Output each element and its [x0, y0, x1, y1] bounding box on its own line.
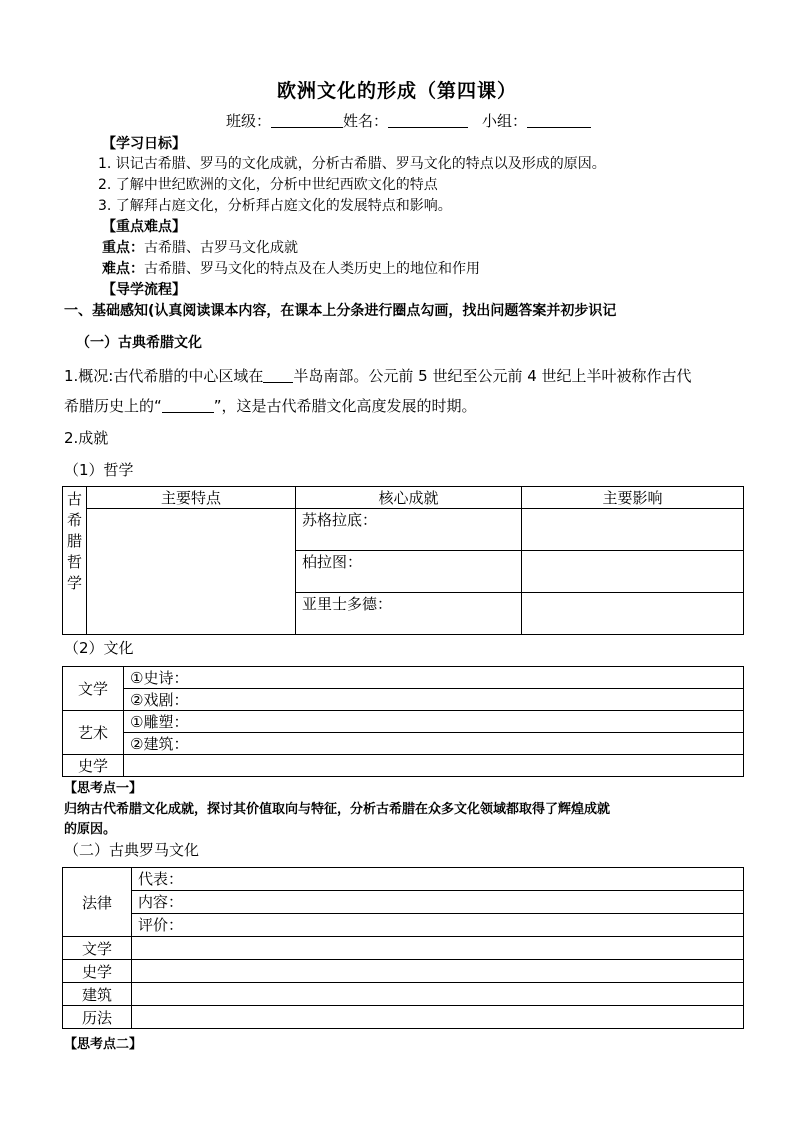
socrates-influence-cell[interactable]	[522, 509, 744, 551]
think-point-1-line-2: 的原因。	[64, 822, 117, 837]
rome-architecture-cell[interactable]	[132, 983, 744, 1006]
culture-table	[62, 666, 744, 777]
rome-literature-cell[interactable]	[132, 937, 744, 960]
rome-calendar-cell[interactable]	[132, 1006, 744, 1029]
group-label: 小组：	[482, 112, 528, 130]
art-label: 艺术	[63, 711, 124, 755]
rome-literature-label: 文学	[63, 937, 132, 960]
think-point-2-heading: 【思考点二】	[64, 1037, 143, 1052]
law-content-cell[interactable]: 内容：	[132, 891, 744, 914]
key-point: 重点：古希腊、古罗马文化成就	[102, 240, 298, 256]
law-label: 法律	[63, 868, 132, 937]
greece-heading: （一）古典希腊文化	[76, 335, 202, 351]
rome-heading: （二）古典罗马文化	[64, 841, 200, 859]
name-blank[interactable]	[388, 111, 468, 128]
aristotle-cell[interactable]: 亚里士多德：	[296, 593, 522, 635]
header-core-achievement: 核心成就	[296, 487, 522, 509]
goal-item-3: 3. 了解拜占庭文化，分析拜占庭文化的发展特点和影响。	[98, 198, 452, 214]
keypoints-heading: 【重点难点】	[102, 219, 186, 235]
law-evaluation-cell[interactable]: 评价：	[132, 914, 744, 937]
history-label: 史学	[63, 755, 124, 777]
literature-label: 文学	[63, 667, 124, 711]
overview-line-1: 1.概况:古代希腊的中心区域在 半岛南部。公元前 5 世纪至公元前 4 世纪上半叶被称作古代	[64, 367, 692, 385]
header-main-features: 主要特点	[87, 487, 296, 509]
rome-history-label: 史学	[63, 960, 132, 983]
class-label: 班级：	[226, 112, 272, 130]
goal-item-2: 2. 了解中世纪欧洲的文化，分析中世纪西欧文化的特点	[98, 177, 438, 193]
header-main-influence: 主要影响	[522, 487, 744, 509]
achievements-label: 2.成就	[64, 429, 109, 447]
goal-item-1: 1. 识记古希腊、罗马的文化成就，分析古希腊、罗马文化的特点以及形成的原因。	[98, 156, 606, 172]
peninsula-blank[interactable]	[263, 382, 293, 383]
name-label: 姓名：	[343, 112, 389, 130]
class-blank[interactable]	[271, 111, 343, 128]
culture-label: （2）文化	[64, 639, 134, 657]
rome-calendar-label: 历法	[63, 1006, 132, 1029]
rome-table	[62, 867, 744, 1029]
philosophy-label: （1）哲学	[64, 461, 134, 479]
main-features-cell[interactable]	[87, 509, 296, 635]
law-representative-cell[interactable]: 代表：	[132, 868, 744, 891]
student-info-line	[226, 110, 591, 131]
overview-line-2: 希腊历史上的“ ”，这是古代希腊文化高度发展的时期。	[64, 397, 477, 415]
group-blank[interactable]	[527, 111, 591, 128]
sculpture-cell[interactable]: ①雕塑：	[124, 711, 744, 733]
socrates-cell[interactable]: 苏格拉底：	[296, 509, 522, 551]
era-blank[interactable]	[162, 412, 214, 413]
ancient-greek-philosophy-label: 古 希 腊 哲 学	[63, 487, 87, 635]
think-point-1-heading: 【思考点一】	[64, 781, 143, 796]
plato-cell[interactable]: 柏拉图：	[296, 551, 522, 593]
goals-heading: 【学习日标】	[102, 136, 186, 152]
aristotle-influence-cell[interactable]	[522, 593, 744, 635]
rome-history-cell[interactable]	[132, 960, 744, 983]
plato-influence-cell[interactable]	[522, 551, 744, 593]
drama-cell[interactable]: ②戏剧：	[124, 689, 744, 711]
philosophy-table	[62, 486, 744, 635]
basic-perception-heading: 一、基础感知(认真阅读课本内容，在课本上分条进行圈点勾画，找出问题答案并初步识记	[64, 303, 617, 319]
think-point-1-line-1: 归纳古代希腊文化成就，探讨其价值取向与特征，分析古希腊在众多文化领域都取得了辉煌成就	[64, 802, 611, 817]
architecture-cell[interactable]: ②建筑：	[124, 733, 744, 755]
history-cell[interactable]	[124, 755, 744, 777]
flow-heading: 【导学流程】	[102, 282, 186, 298]
difficult-point: 难点：古希腊、罗马文化的特点及在人类历史上的地位和作用	[102, 261, 480, 277]
epic-cell[interactable]: ①史诗：	[124, 667, 744, 689]
rome-architecture-label: 建筑	[63, 983, 132, 1006]
page-title: 欧洲文化的形成（第四课）	[276, 80, 517, 102]
